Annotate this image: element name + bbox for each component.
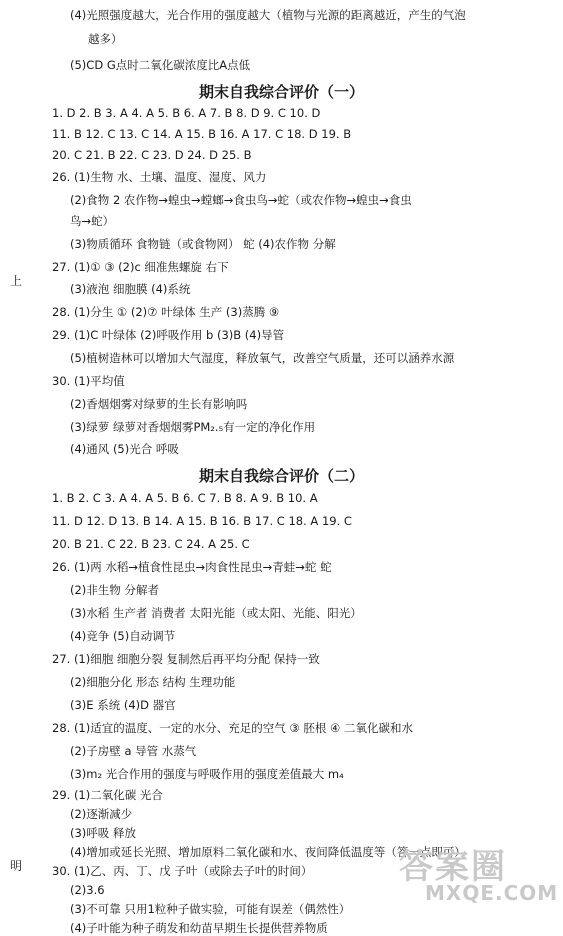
answer-line: 29. (1)二氧化碳 光合 [52, 788, 163, 802]
answer-line: (2)食物 2 农作物→蝗虫→螳螂→食虫鸟→蛇（或农作物→蝗虫→食虫 [70, 193, 412, 207]
answer-line: 28. (1)适宜的温度、一定的水分、充足的空气 ③ 胚根 ④ 二氧化碳和水 [52, 721, 413, 735]
margin-char-top: 上 [10, 274, 23, 288]
answer-line: 30. (1)平均值 [52, 374, 125, 388]
answer-line: 鸟→蛇） [70, 214, 115, 228]
answer-line: (2)子房壁 a 导管 水蒸气 [70, 744, 197, 758]
answer-line: 28. (1)分生 ① (2)⑦ 叶绿体 生产 (3)蒸腾 ⑨ [52, 305, 280, 319]
answer-line: (4)子叶能为种子萌发和幼苗早期生长提供营养物质 [70, 921, 328, 935]
answer-line: (4)光照强度越大，光合作用的强度越大（植物与光源的距离越近，产生的气泡 [70, 8, 466, 22]
answer-line: (4)竞争 (5)自动调节 [70, 629, 176, 643]
answer-line: 26. (1)两 水稻→植食性昆虫→肉食性昆虫→青蛙→蛇 蛇 [52, 560, 332, 574]
section-title: 期末自我综合评价（二） [198, 467, 364, 485]
answer-line: (2)3.6 [70, 883, 105, 897]
watermark-url: MXQE.COM [425, 881, 559, 905]
answer-line: (4)通风 (5)光合 呼吸 [70, 442, 179, 456]
answer-line: (4)增加或延长光照、增加原料二氧化碳和水、夜间降低温度等（答一点即可） [70, 845, 466, 859]
answer-line: (3)液泡 细胞膜 (4)系统 [70, 282, 191, 296]
answer-line: (3)物质循环 食物链（或食物网） 蛇 (4)农作物 分解 [70, 237, 336, 251]
answer-line: (2)非生物 分解者 [70, 583, 159, 597]
answer-line: 30. (1)乙、丙、丁、戊 子叶（或除去子叶的时间） [52, 864, 313, 878]
answer-line: 11. D 12. D 13. B 14. A 15. B 16. B 17. C 18. A 19. C [52, 514, 352, 528]
answer-line: (2)逐渐减少 [70, 807, 133, 821]
answer-line: (2)细胞分化 形态 结构 生理功能 [70, 675, 236, 689]
answer-line: (3)水稻 生产者 消费者 太阳光能（或太阳、光能、阳光） [70, 606, 362, 620]
answer-line: (3)呼吸 释放 [70, 826, 136, 840]
answer-line: 29. (1)C 叶绿体 (2)呼吸作用 b (3)B (4)导管 [52, 328, 285, 342]
section-title: 期末自我综合评价（一） [198, 83, 364, 101]
answer-line: (5)植树造林可以增加大气湿度，释放氧气，改善空气质量，还可以涵养水源 [70, 351, 455, 365]
answer-line: 1. B 2. C 3. A 4. A 5. B 6. C 7. B 8. A 9. B 10. A [52, 491, 318, 505]
answer-line: 11. B 12. C 13. C 14. A 15. B 16. A 17. C 18. D 19. B [52, 127, 352, 141]
answer-line: 越多） [88, 32, 123, 46]
watermark-logo [395, 837, 559, 909]
watermark-text: 答案圈 [399, 847, 507, 887]
answer-line: (3)绿萝 绿萝对香烟烟雾PM₂.₅有一定的净化作用 [70, 420, 316, 434]
answer-line: 20. C 21. B 22. C 23. D 24. D 25. B [52, 148, 252, 162]
answer-line: 1. D 2. B 3. A 4. A 5. B 6. A 7. B 8. D 9. C 10. D [52, 106, 321, 120]
margin-char-bottom: 明 [10, 859, 23, 873]
answer-line: (5)CD G点时二氧化碳浓度比A点低 [70, 58, 251, 72]
answer-line: (2)香烟烟雾对绿萝的生长有影响吗 [70, 397, 248, 411]
answer-line: 26. (1)生物 水、土壤、温度、湿度、风力 [52, 170, 267, 184]
answer-line: (3)E 系统 (4)D 器官 [70, 698, 176, 712]
answer-line: (3)不可靠 只用1粒种子做实验，可能有误差（偶然性） [70, 902, 351, 916]
answer-line: 27. (1)细胞 细胞分裂 复制然后再平均分配 保持一致 [52, 652, 320, 666]
answer-line: (3)m₂ 光合作用的强度与呼吸作用的强度差值最大 m₄ [70, 767, 344, 781]
answer-line: 27. (1)① ③ (2)c 细准焦螺旋 右下 [52, 260, 229, 274]
answer-line: 20. B 21. C 22. B 23. C 24. A 25. C [52, 537, 250, 551]
